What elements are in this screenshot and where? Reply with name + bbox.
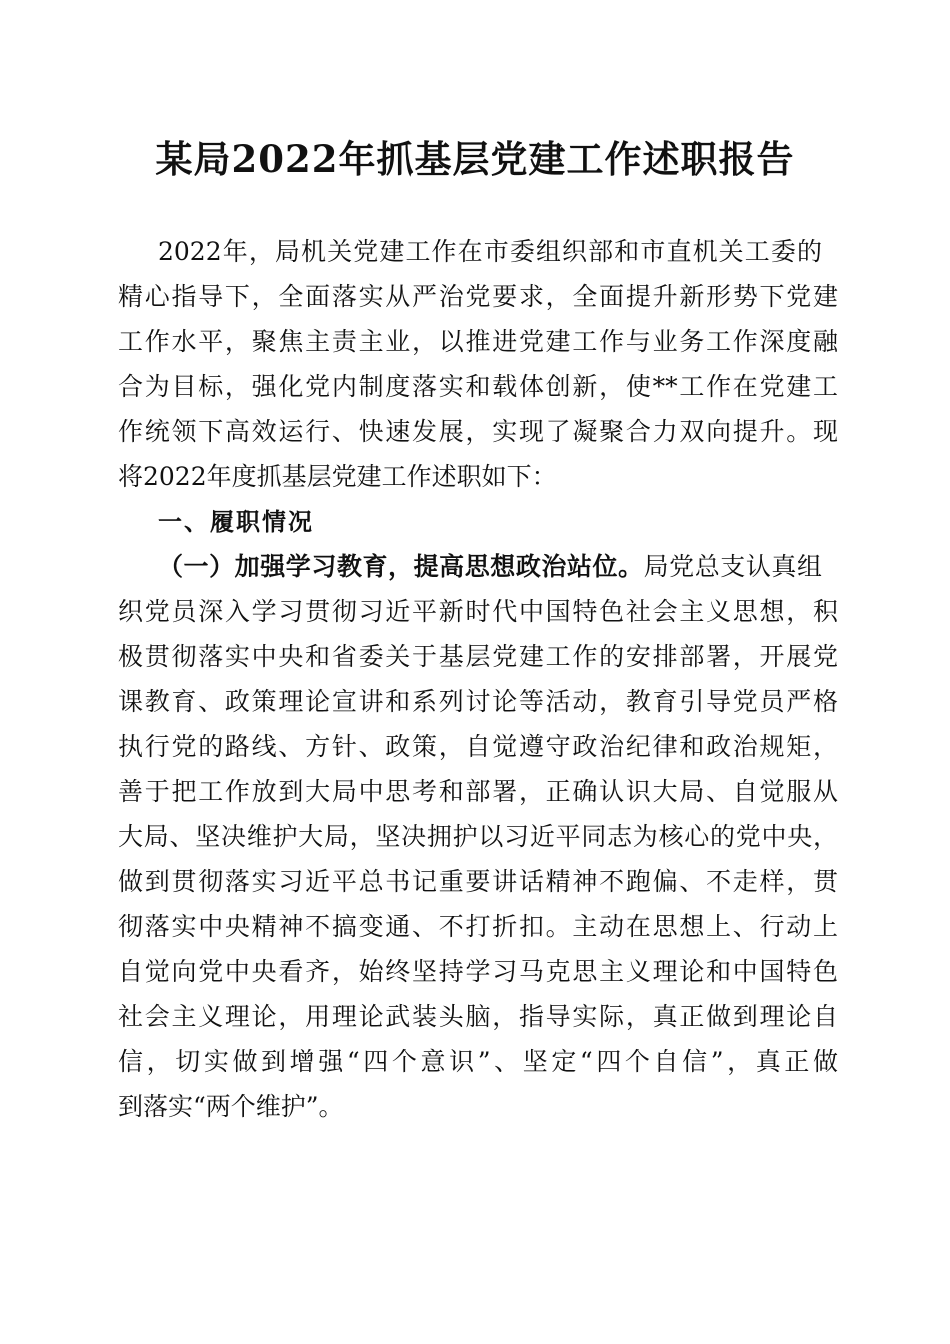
subsection-first-rest: 局党总支认真组 [643, 552, 822, 581]
subsection-lead: （一）加强学习教育，提高思想政治站位。 [158, 552, 644, 581]
body-line: 大局、坚决维护大局，坚决拥护以习近平同志为核心的党中央， [118, 822, 838, 851]
subsection-first-line [158, 545, 822, 589]
body-line: 彻落实中央精神不搞变通、不打折扣。主动在思想上、行动上 [118, 912, 838, 941]
body-line: 执行党的路线、方针、政策，自觉遵守政治纪律和政治规矩， [118, 732, 838, 761]
document-title: 某局2022年抓基层党建工作述职报告 [155, 137, 795, 181]
body-line: 课教育、政策理论宣讲和系列讨论等活动，教育引导党员严格 [118, 687, 838, 716]
intro-line: 2022年，局机关党建工作在市委组织部和市直机关工委的 [158, 237, 822, 266]
intro-line: 精心指导下，全面落实从严治党要求，全面提升新形势下党建 [118, 282, 838, 311]
body-line: 到落实“两个维护”。 [118, 1092, 344, 1121]
body-line: 做到贯彻落实习近平总书记重要讲话精神不跑偏、不走样，贯 [118, 867, 838, 896]
body-line: 织党员深入学习贯彻习近平新时代中国特色社会主义思想，积 [118, 597, 838, 626]
body-line: 社会主义理论，用理论武装头脑，指导实际，真正做到理论自 [118, 1002, 838, 1031]
intro-line: 作统领下高效运行、快速发展，实现了凝聚合力双向提升。现 [118, 417, 838, 446]
intro-line: 将2022年度抓基层党建工作述职如下： [118, 462, 557, 491]
body-line: 善于把工作放到大局中思考和部署，正确认识大局、自觉服从 [118, 777, 838, 806]
body-line: 自觉向党中央看齐，始终坚持学习马克思主义理论和中国特色 [118, 957, 838, 986]
intro-line: 工作水平，聚焦主责主业，以推进党建工作与业务工作深度融 [118, 327, 838, 356]
body-line: 信，切实做到增强“四个意识”、坚定“四个自信”，真正做 [118, 1047, 838, 1076]
intro-line: 合为目标，强化党内制度落实和载体创新，使**工作在党建工 [118, 372, 838, 401]
body-line: 极贯彻落实中央和省委关于基层党建工作的安排部署，开展党 [118, 642, 838, 671]
section-heading: 一、履职情况 [158, 508, 314, 536]
